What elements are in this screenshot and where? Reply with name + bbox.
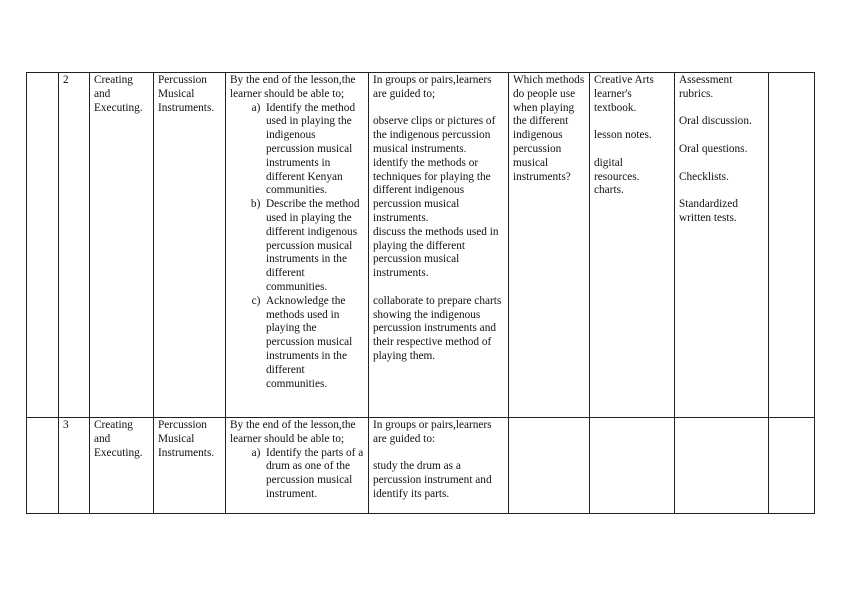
outcomes-intro: By the end of the lesson,the learner should be able to; [230, 74, 356, 100]
remarks-cell [769, 418, 815, 514]
outcome-item: b. Describe the method used in playing the different indigenous percussion musical instruments in the different communities. [266, 198, 364, 295]
experience-item: collaborate to prepare charts showing the indigenous percussion instruments and their respective method of playing them. [373, 294, 502, 362]
key-inquiry-cell [509, 418, 590, 514]
lesson-number-cell: 3 [59, 418, 90, 514]
outcome-item: a. Identify the parts of a drum as one of the percussion musical instrument. [266, 447, 364, 502]
experiences-intro: In groups or pairs,learners are guided to; [373, 74, 492, 100]
resource-item: charts. [594, 184, 624, 197]
assessment-item: Standardized written tests. [679, 198, 738, 224]
assessment-item: Oral questions. [679, 142, 748, 155]
experience-item: study the drum as a percussion instrument and identify its parts. [373, 460, 492, 500]
assessment-item: Oral discussion. [679, 115, 752, 128]
learning-outcomes-cell [226, 418, 369, 514]
remarks-cell [769, 73, 815, 418]
scheme-of-work-table [26, 72, 815, 514]
week-cell [27, 418, 59, 514]
assessment-cell [675, 418, 769, 514]
outcomes-list [230, 102, 364, 392]
experience-item: observe clips or pictures of the indigenous percussion musical instruments. [373, 115, 496, 155]
resources-cell [590, 73, 675, 418]
resource-item: Creative Arts learner's textbook. [594, 74, 654, 114]
outcomes-list [230, 447, 364, 502]
resources-cell [590, 418, 675, 514]
lesson-number-cell: 2 [59, 73, 90, 418]
outcome-item: c. Acknowledge the methods used in playing the percussion musical instruments in the different communities. [266, 295, 364, 392]
resource-item: digital resources. [594, 156, 640, 183]
assessment-item: Assessment rubrics. [679, 74, 733, 100]
assessment-item: Checklists. [679, 170, 729, 183]
strand-cell: Creating and Executing. [90, 73, 154, 418]
learning-experiences-cell [369, 73, 509, 418]
table-row [27, 418, 815, 514]
sub-strand-cell: Percussion Musical Instruments. [154, 73, 226, 418]
outcome-item: a. Identify the method used in playing the indigenous percussion musical instruments in different Kenyan communities. [266, 102, 364, 199]
sub-strand-cell: Percussion Musical Instruments. [154, 418, 226, 514]
week-cell [27, 73, 59, 418]
experience-item: identify the methods or techniques for playing the different indigenous percussion musical instruments. [373, 156, 491, 224]
experience-item: discuss the methods used in playing the different percussion musical instruments. [373, 225, 499, 280]
learning-experiences-cell [369, 418, 509, 514]
assessment-cell [675, 73, 769, 418]
experiences-intro: In groups or pairs,learners are guided to: [373, 419, 492, 445]
resource-item: lesson notes. [594, 129, 652, 142]
strand-cell: Creating and Executing. [90, 418, 154, 514]
key-inquiry-cell: Which methods do people use when playing the different indigenous percussion musical instruments? [509, 73, 590, 418]
outcomes-intro: By the end of the lesson,the learner should be able to; [230, 419, 356, 445]
table-row [27, 73, 815, 418]
learning-outcomes-cell [226, 73, 369, 418]
